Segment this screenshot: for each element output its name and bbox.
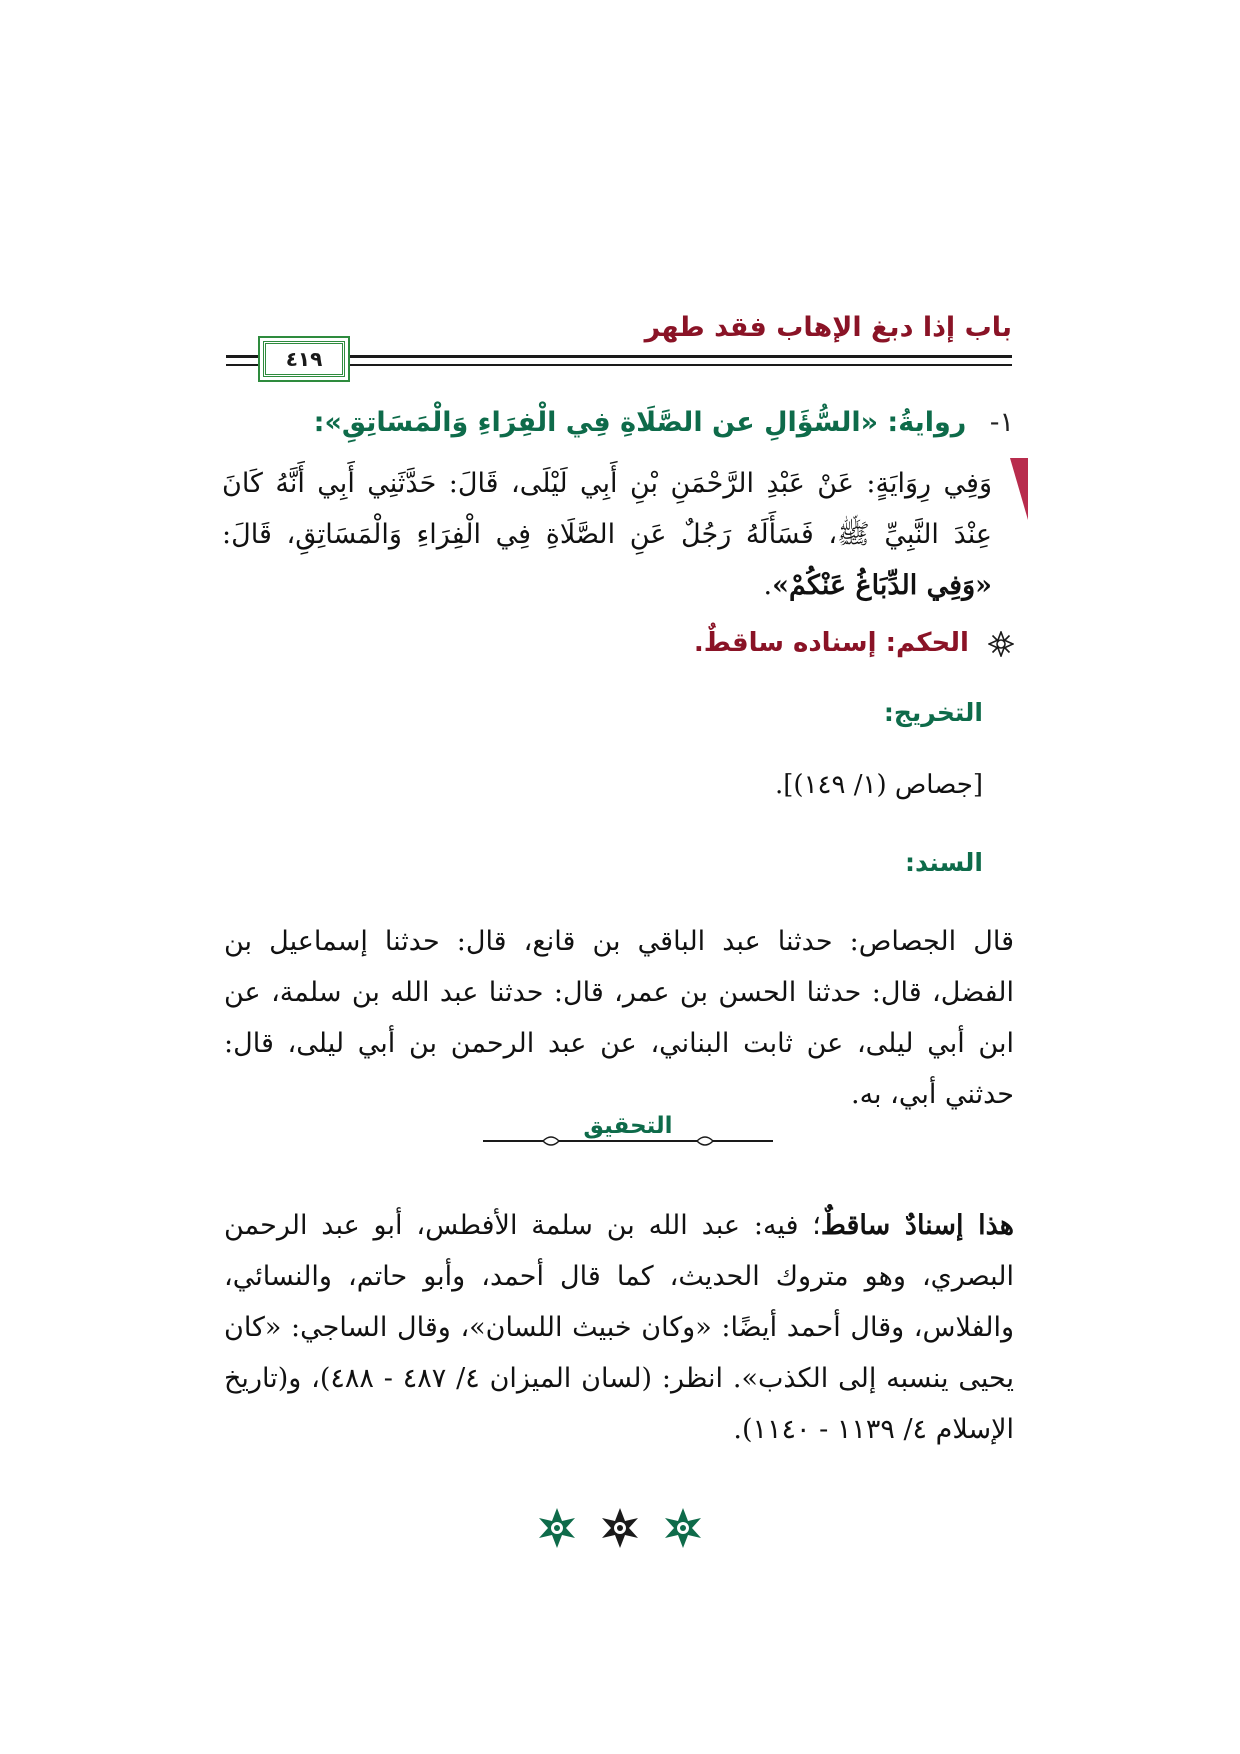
tahqiq-lead: هذا إسنادٌ ساقطٌ xyxy=(820,1210,1014,1241)
ruling xyxy=(694,628,1014,658)
ruling-value: إسناده ساقطٌ. xyxy=(693,628,877,658)
running-title: باب إذا دبغ الإهاب فقد طهر xyxy=(644,312,1012,343)
flower-icon xyxy=(535,1506,579,1550)
quote-end: . xyxy=(763,570,773,601)
quote-text: وَفِي رِوَايَةٍ: عَنْ عَبْدِ الرَّحْمَنِ بْنِ أَبِي لَيْلَى، قَالَ: حَدَّثَنِي أَبِي أَنَّهُ كَانَ عِنْدَ النَّبِيِّ ﷺ، فَسَأَلَهُ رَجُلٌ عَنِ الصَّلَاةِ فِي الْفِرَاءِ وَالْمَسَاتِقِ، قَالَ: xyxy=(222,468,992,550)
section-number: ١- xyxy=(989,407,1014,438)
page-number: ٤١٩ xyxy=(285,347,323,371)
quote-corner-ornament xyxy=(1010,458,1028,520)
tahqiq-heading: التحقيق xyxy=(568,1113,688,1139)
section-heading xyxy=(224,407,1014,438)
section-title: روايةُ: «السُّؤَالِ عن الصَّلَاةِ فِي الْفِرَاءِ وَالْمَسَاتِقِ»: xyxy=(313,407,967,438)
quote-block xyxy=(222,458,992,611)
sanad-heading: السند: xyxy=(904,848,983,877)
takhrij-text: [جصاص (١/ ١٤٩)]. xyxy=(775,770,983,800)
flower-icon xyxy=(988,631,1014,657)
hadith-text: «وَفِي الدِّبَاغُ عَنْكُمْ» xyxy=(772,570,992,601)
page-number-badge xyxy=(258,336,350,382)
end-ornaments xyxy=(535,1506,705,1550)
tahqiq-body: ؛ فيه: عبد الله بن سلمة الأفطس، أبو عبد الرحمن البصري، وهو متروك الحديث، كما قال أحمد، وأبو حاتم، والنسائي، والفلاس، وقال أحمد أيضًا: «وكان خبيث اللسان»، وقال الساجي: «كان يحيى ينسبه إلى الكذب». انظر: (لسان الميزان ٤/ ٤٨٧ - ٤٨٨)، و(تاريخ الإسلام ٤/ ١١٣٩ - ١١٤٠). xyxy=(224,1210,1014,1445)
sanad-text: قال الجصاص: حدثنا عبد الباقي بن قانع، قال: حدثنا إسماعيل بن الفضل، قال: حدثنا الحسن بن عمر، قال: حدثنا عبد الله بن سلمة، عن ابن أبي ليلى، عن ثابت البناني، عن عبد الرحمن بن أبي ليلى، قال: حدثني أبي، به. xyxy=(224,926,1014,1110)
flower-icon xyxy=(661,1506,705,1550)
takhrij-heading: التخريج: xyxy=(883,698,983,727)
tahqiq-text xyxy=(224,1200,1014,1455)
ruling-label: الحكم: xyxy=(885,628,969,658)
flower-icon xyxy=(598,1506,642,1550)
